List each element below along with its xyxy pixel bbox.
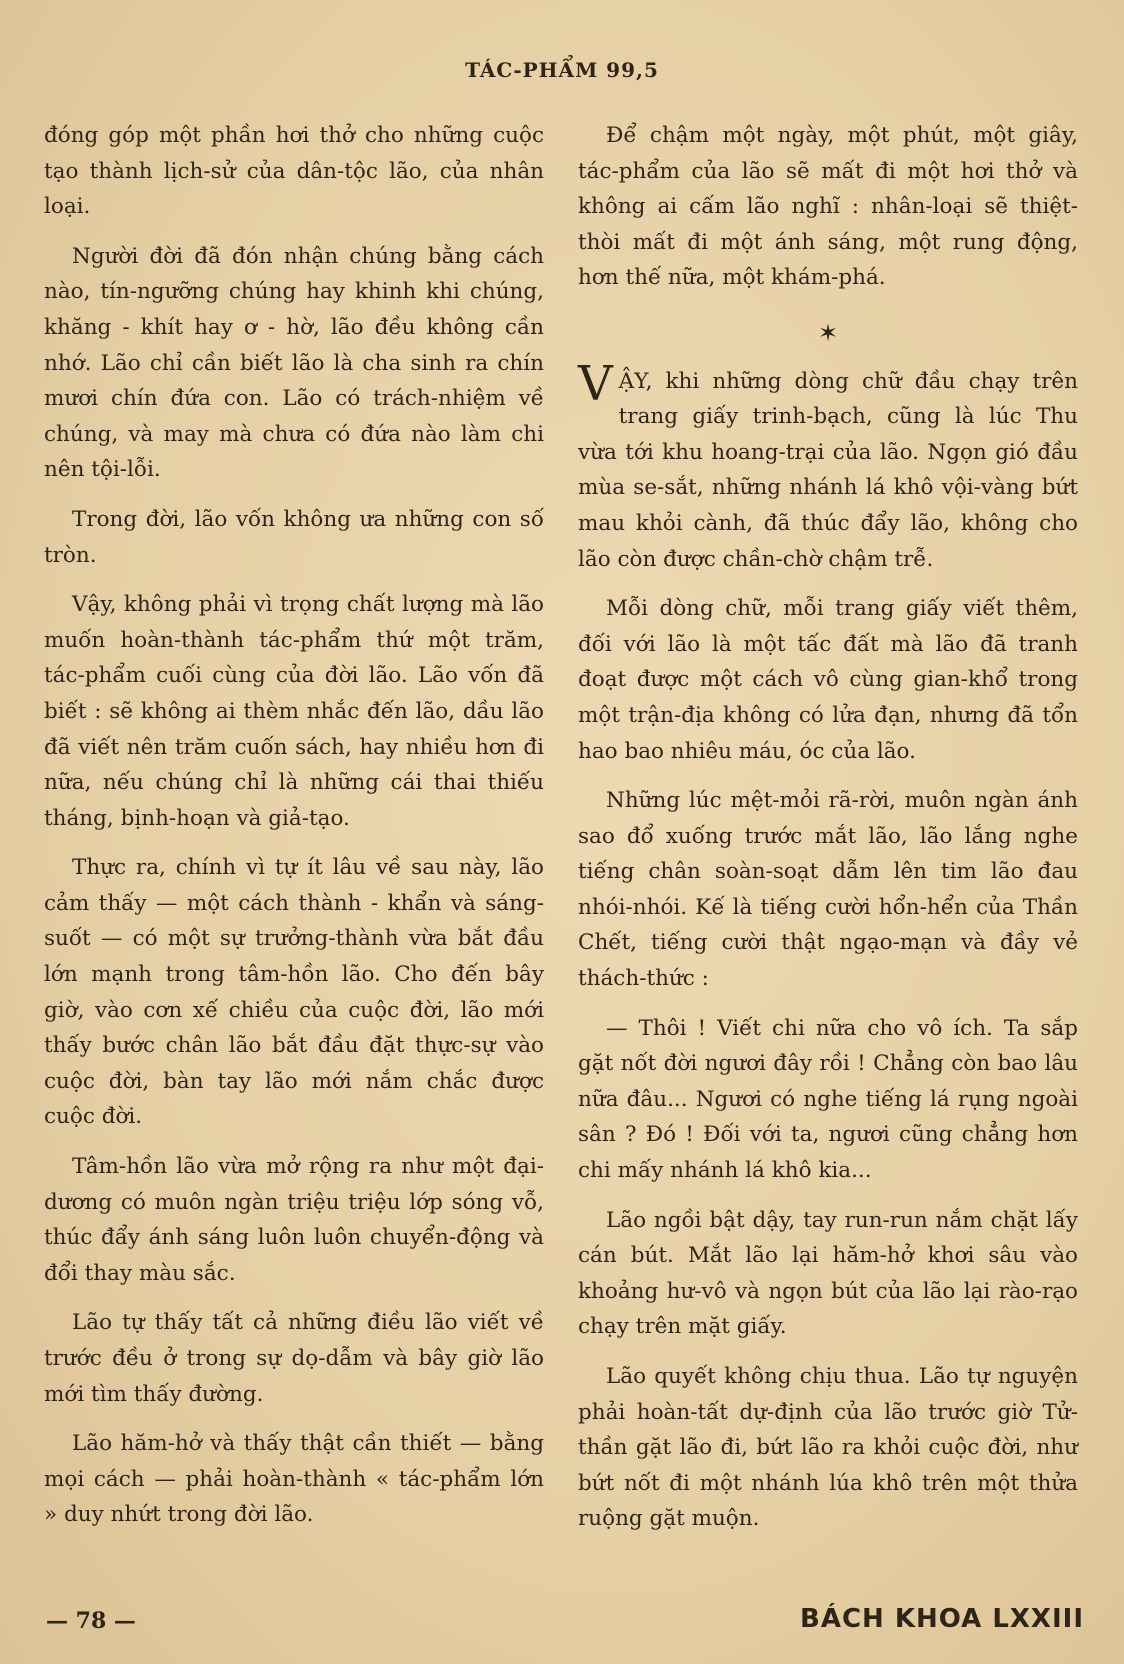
- dropcap-letter: V: [578, 355, 613, 412]
- paragraph: Người đời đã đón nhận chúng bằng cách nào, tín-ngưỡng chúng hay khinh khi chúng, khăng - khít hay ơ - hờ, lão đều không cần nhớ. Lão chỉ cần biết lão là cha sinh ra chín mươi chín đứa con. Lão có trách-nhiệm về chúng, và may mà chưa có đứa nào làm chi nên tội-lỗi.: [44, 243, 544, 483]
- paragraph: Lão ngồi bật dậy, tay run-run nắm chặt lấy cán bút. Mắt lão lại hăm-hở khơi sâu vào khoảng hư-vô và ngọn bút của lão lại rào-rạo chạy trên mặt giấy.: [578, 1207, 1078, 1340]
- paragraph: Để chậm một ngày, một phút, một giây, tác-phẩm của lão sẽ mất đi một hơi thở và không ai cấm lão nghĩ : nhân-loại sẽ thiệt-thòi mất đi một ánh sáng, một rung động, hơn thế nữa, một khám-phá.: [578, 123, 1078, 291]
- section-separator-star-icon: ✶: [817, 318, 839, 347]
- publication-name: BÁCH KHOA LXXIII: [800, 1604, 1084, 1634]
- paragraph: Lão quyết không chịu thua. Lão tự nguyện phải hoàn-tất dự-định của lão trước giờ Tử-thần gặt lão đi, bứt lão ra khỏi cuộc đời, như bứt nốt đi một nhánh lúa khô trên một thửa ruộng gặt muộn.: [578, 1364, 1078, 1532]
- left-column: [44, 118, 544, 1547]
- paragraph: Những lúc mệt-mỏi rã-rời, muôn ngàn ánh sao đổ xuống trước mắt lão, lão lắng nghe tiếng chân soàn-soạt dẫm lên tim lão đau nhói-nhói. Kế là tiếng cười hổn-hển của Thần Chết, tiếng cười thật ngạo-mạn và đầy vẻ thách-thức :: [578, 788, 1078, 992]
- page-number: — 78 —: [46, 1608, 136, 1634]
- paragraph: Thực ra, chính vì tự ít lâu về sau này, lão cảm thấy — một cách thành - khẩn và sáng-suốt — có một sự trưởng-thành vừa bắt đầu lớn mạnh trong tâm-hồn lão. Cho đến bây giờ, vào cơn xế chiều của cuộc đời, lão mới thấy bước chân lão bắt đầu đặt thực-sự vào cuộc đời, bàn tay lão mới nắm chắc được cuộc đời.: [44, 855, 544, 1130]
- paragraph: Lão hăm-hở và thấy thật cần thiết — bằng mọi cách — phải hoàn-thành « tác-phẩm lớn » duy nhứt trong đời lão.: [44, 1431, 544, 1528]
- right-column: [578, 118, 1078, 1551]
- paragraph: — Thôi ! Viết chi nữa cho vô ích. Ta sắp gặt nốt đời ngươi đây rồi ! Chẳng còn bao lâu nữa đâu... Ngươi có nghe tiếng lá rụng ngoài sân ? Đó ! Đối với ta, ngươi cũng chẳng hơn chi mấy nhánh lá khô kia...: [578, 1015, 1078, 1184]
- page-header-title: TÁC-PHẨM 99,5: [465, 58, 659, 82]
- paragraph: Trong đời, lão vốn không ưa những con số tròn.: [44, 506, 544, 568]
- paragraph: Lão tự thấy tất cả những điều lão viết về trước đều ở trong sự dọ-dẫm và bây giờ lão mới tìm thấy đường.: [44, 1310, 544, 1407]
- paragraph: Tâm-hồn lão vừa mở rộng ra như một đại-dương có muôn ngàn triệu triệu lớp sóng vỗ, thúc đẩy ánh sáng luôn luôn chuyển-động và đổi thay màu sắc.: [44, 1154, 544, 1286]
- dropcap-paragraph: [578, 355, 1078, 578]
- paragraph: đóng góp một phần hơi thở cho những cuộc tạo thành lịch-sử của dân-tộc lão, của nhân loại.: [44, 123, 544, 220]
- paragraph: Vậy, không phải vì trọng chất lượng mà lão muốn hoàn-thành tác-phẩm thứ một trăm, tác-phẩm cuối cùng của đời lão. Lão vốn đã biết : sẽ không ai thèm nhắc đến lão, dầu lão đã viết nên trăm cuốn sách, hay nhiều hơn đi nữa, nếu chúng chỉ là những cái thai thiếu tháng, bịnh-hoạn và giả-tạo.: [44, 592, 544, 831]
- paragraph: Mỗi dòng chữ, mỗi trang giấy viết thêm, đối với lão là một tấc đất mà lão đã tranh đoạt được một cách vô cùng gian-khổ trong một trận-địa không có lửa đạn, nhưng đã tổn hao bao nhiêu máu, óc của lão.: [578, 596, 1078, 764]
- dropcap-paragraph-text: ẬY, khi những dòng chữ đầu chạy trên trang giấy trinh-bạch, cũng là lúc Thu vừa tới khu hoang-trại của lão. Ngọn gió đầu mùa se-sắt, những nhánh lá khô vội-vàng bứt mau khỏi cành, đã thúc đẩy lão, không cho lão còn được chần-chờ chậm trễ.: [578, 368, 1078, 572]
